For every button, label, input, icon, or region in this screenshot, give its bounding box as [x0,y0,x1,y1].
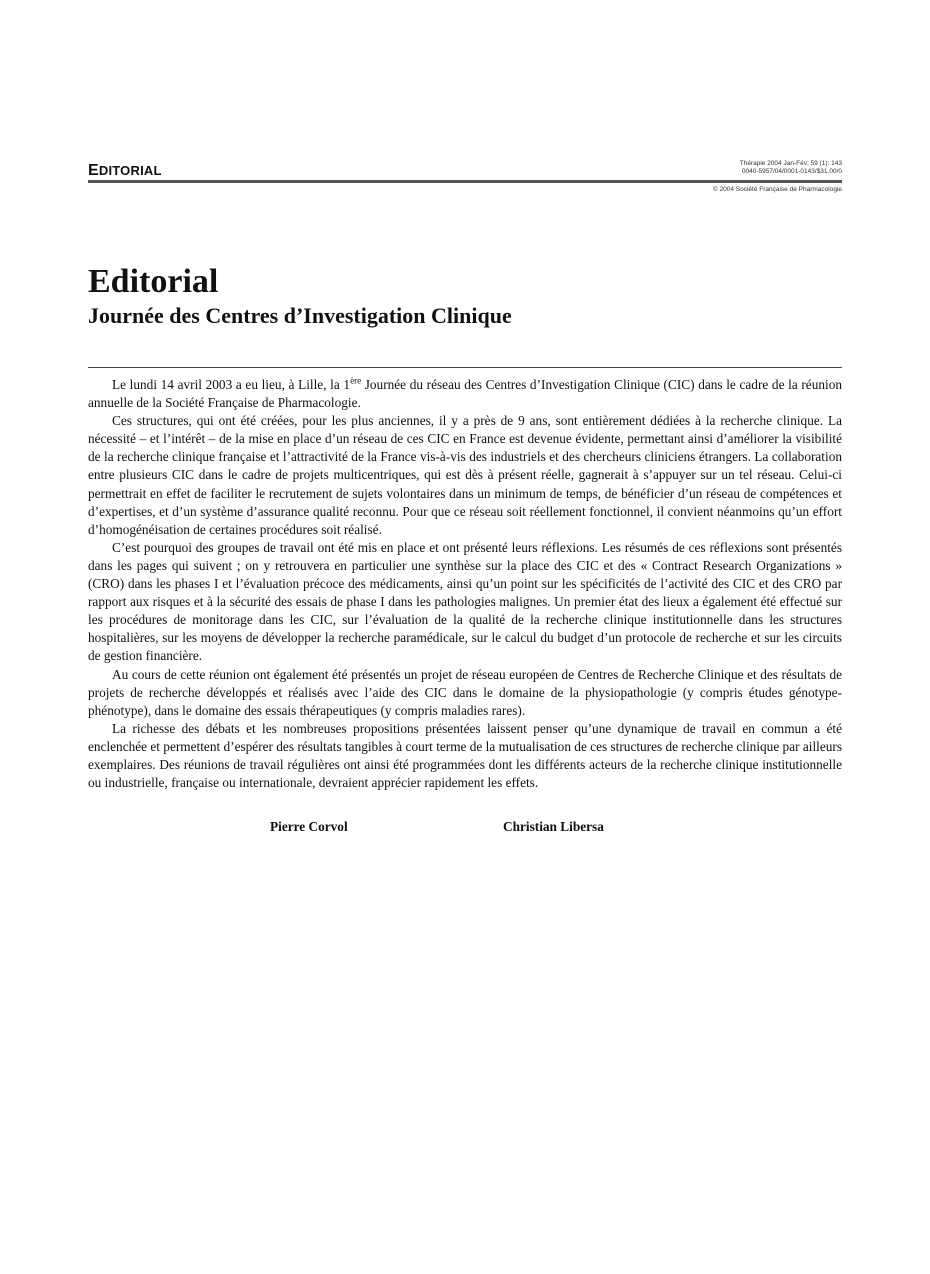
section-label-rest: DITORIAL [98,163,162,178]
citation-line-1: Thérapie 2004 Jan-Fév; 59 (1): 143 [739,160,842,167]
title-rule [88,367,842,368]
header-rule [88,180,842,183]
citation-line-2: 0040-5957/04/0001-0143/$31.00/0 [741,168,842,175]
author-signature-2: Christian Libersa [503,819,604,834]
paragraph-3: C’est pourquoi des groupes de travail ont été mis en place et ont présenté leurs réflexions. Les résumés de ces réflexions sont présentés dans les pages qui suivent ; on y retrouvera en particulier une synthèse sur la place des CIC et des « Contract Research Organizations » (CRO) dans les phases I et l’évaluation précoce des médicaments, ainsi qu’un point sur les spécificités de l’activité des CIC et des CRO par rapport aux risques et à la sécurité des essais de phase I dans les pathologies malignes. Un premier état des lieux a également été effectué sur les procédures de monitorage dans les CIC, sur l’évaluation de la qualité de la recherche clinique institutionnelle dans les structures hospitalières, sur les moyens de développer la recherche paramédicale, sur le calcul du budget d’un protocole de recherche et sur les circuits de gestion financière. [88,539,842,664]
copyright-notice: © 2004 Société Française de Pharmacologie [712,186,842,193]
section-label-initial: E [88,162,99,179]
citation-block [740,160,842,176]
paragraph-1 [88,376,842,412]
paragraph-5: La richesse des débats et les nombreuses propositions présentées laissent penser qu’une dynamique de travail en commun a été enclenchée et permettent d’espérer des résultats tangibles à court terme de la mutualisation de ces structures de recherche clinique par ailleurs exemplaires. Des réunions de travail régulières ont ainsi été programmées dont les différents acteurs de la recherche clinique institutionnelle ou industrielle, française ou internationale, devraient apprécier rapidement les effets. [88,720,842,791]
ordinal-superscript: ère [350,375,362,386]
article-body [88,376,842,792]
paragraph-1-start: Le lundi 14 avril 2003 a eu lieu, à Lille, la 1 [112,377,351,392]
section-label [88,162,162,180]
paragraph-4: Au cours de cette réunion ont également été présentés un projet de réseau européen de Centres de Recherche Clinique et des résultats de projets de recherche développés et réalisés avec l’aide des CIC dans le domaine de la physiopathologie (y compris études génotype-phénotype), dans le domaine des essais thérapeutiques (y compris maladies rares). [88,666,842,718]
running-header [88,158,842,188]
author-signature-1: Pierre Corvol [270,819,348,834]
article-subtitle: Journée des Centres d’Investigation Clinique [88,303,512,328]
paragraph-1-end: Journée du réseau des Centres d’Investigation Clinique (CIC) dans le cadre de la réunion annuelle de la Société Française de Pharmacologie. [88,377,842,411]
article-title: Editorial [88,263,219,300]
paragraph-2: Ces structures, qui ont été créées, pour les plus anciennes, il y a près de 9 ans, sont entièrement dédiées à la recherche clinique. La nécessité – et l’intérêt – de la mise en place d’un réseau de ces CIC en France est devenue évidente, permettant ainsi d’améliorer la visibilité de la recherche clinique française et l’attractivité de la France vis-à-vis des industriels et des chercheurs cliniciens étrangers. La collaboration entre plusieurs CIC dans le cadre de projets multicentriques, qui est dès à présent réelle, gagnerait à s’appuyer sur un tel réseau. Celui-ci permettrait en effet de faciliter le recrutement de sujets volontaires dans un minimum de temps, de bénéficier d’un réseau de compétences et d’expertises, et d’un système d’assurance qualité reconnu. Pour que ce réseau soit réellement fonctionnel, il convient néanmoins qu’un effort d’homogénéisation de certaines procédures soit réalisé. [88,413,842,537]
